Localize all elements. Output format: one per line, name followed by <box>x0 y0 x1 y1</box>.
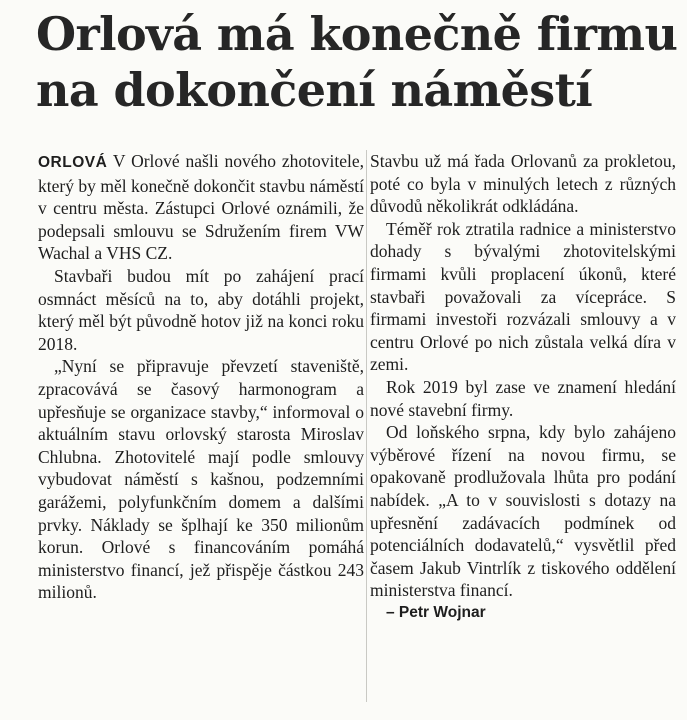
article-column-right <box>370 150 676 624</box>
paragraph-5: Téměř rok ztratila radnice a ministerstvo dohady s bývalými zhotovitelskými firmami kvůli proplacení úkonů, které stavbaři považovali za vícepráce. S firmami investoři rozvázali smlouvy a v centru Orlové po nich zůstala velká díra v zemi. <box>370 218 676 375</box>
dateline: ORLOVÁ <box>38 154 108 171</box>
headline-line-1: Orlová má konečně firmu <box>36 7 678 61</box>
column-divider <box>366 150 367 702</box>
paragraph-6: Rok 2019 byl zase ve znamení hledání nové stavební firmy. <box>370 376 676 420</box>
headline-line-2: na dokončení náměstí <box>36 63 593 117</box>
article-column-left <box>38 150 364 604</box>
paragraph-4: Stavbu už má řada Orlovanů za prokletou, poté co byla v minulých letech z různých důvodů několikrát odkládána. <box>370 151 676 217</box>
paragraph-3: „Nyní se připravuje převzetí staveniště, zpracovává se časový harmonogram a upřesňuje se organizace stavby,“ informoval o aktuálním stavu orlovský starosta Miroslav Chlubna. Zhotovitelé mají podle smlouvy vybudovat náměstí s kašnou, podzemními garážemi, polyfunkčním domem a dalšími prvky. Náklady se šplhají ke 350 milionům korun. Orlové s financováním pomáhá ministerstvo financí, jež přispěje částkou 243 milionů. <box>38 356 364 603</box>
paragraph-2: Stavbaři budou mít po zahájení prací osmnáct měsíců na to, aby dotáhli projekt, který měl být původně hotov již na konci roku 2018. <box>38 265 364 354</box>
headline <box>36 6 676 118</box>
paragraph-1 <box>38 150 364 265</box>
paragraph-1-text: V Orlové našli nového zhotovitele, který by měl konečně dokončit stavbu náměstí v centru města. Zástupci Orlové oznámili, že podepsali smlouvu se Sdružením firem VW Wachal a VHS CZ. <box>38 151 364 264</box>
paragraph-7: Od loňského srpna, kdy bylo zahájeno výběrové řízení na novou firmu, se opakovaně prodlužovala lhůta pro podání nabídek. „A to v souvislosti s dotazy na upřesnění zadávacích podmínek od potenciálních dodavatelů,“ vysvětlil před časem Jakub Vintrlík z tiskového oddělení ministerstva financí. <box>370 422 676 601</box>
byline: – Petr Wojnar <box>386 603 486 621</box>
